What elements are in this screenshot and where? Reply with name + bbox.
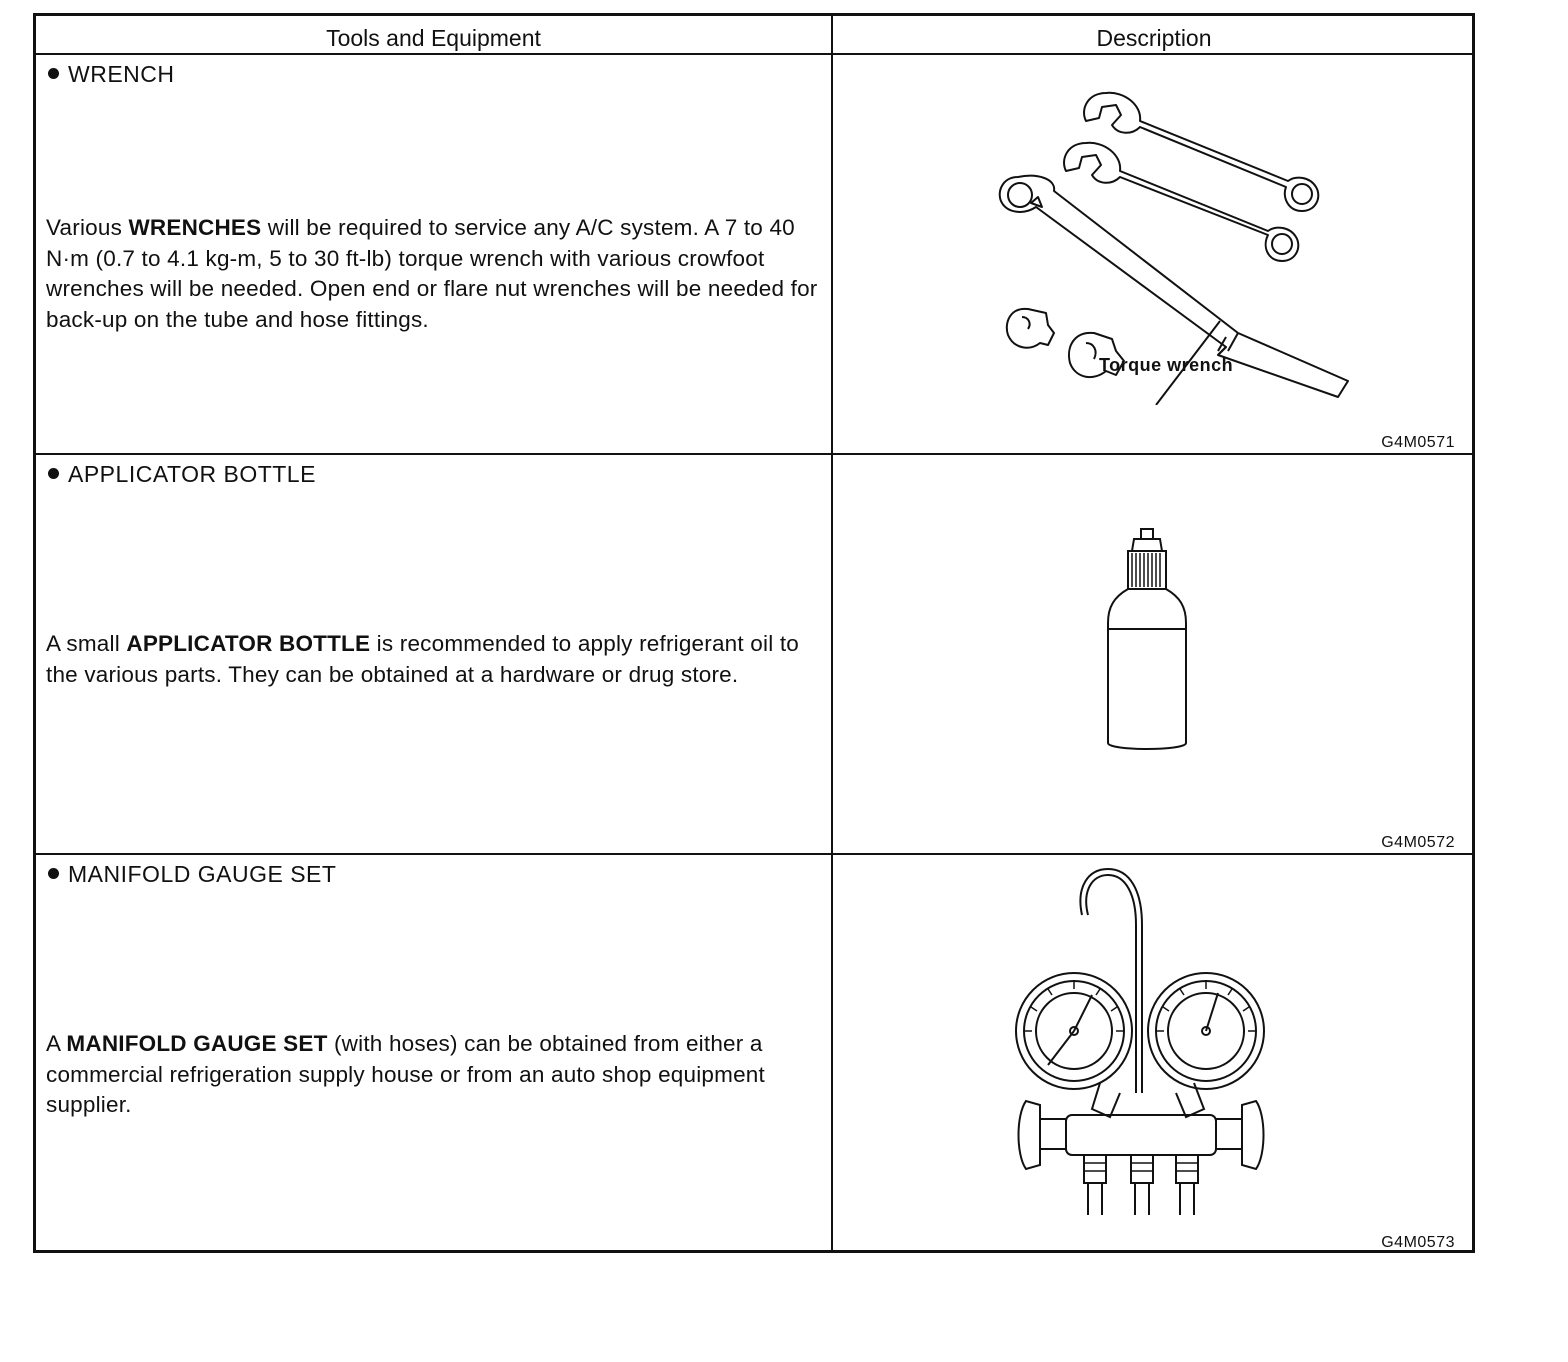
- tool-name-manifold-gauge-set: [48, 861, 336, 888]
- description-text: will be required to service any A/C system. A 7 to 40 N·m (0.7 to 4.1 kg-m, 5 to 30 ft-lb) torque wrench with various crowfoot wrenches will be needed. Open end or flare nut wrenches will be needed for back-up on the tube and hose fittings.: [46, 215, 818, 332]
- description-text: A small: [46, 631, 127, 656]
- description-bold: MANIFOLD GAUGE SET: [66, 1031, 328, 1056]
- figure-code: G4M0573: [1381, 1234, 1455, 1251]
- description-text: is recommended to apply refrigerant oil to the various parts. They can be obtained at a hardware or drug store.: [46, 631, 800, 687]
- table-row-applicator-bottle: [36, 455, 1472, 855]
- tool-name-label: MANIFOLD GAUGE SET: [68, 861, 337, 887]
- tool-name-label: APPLICATOR BOTTLE: [68, 461, 316, 487]
- tool-name-label: WRENCH: [68, 61, 175, 87]
- header-description: Description: [1096, 25, 1212, 51]
- description-bold: APPLICATOR BOTTLE: [126, 631, 371, 656]
- table-row-wrench: [36, 55, 1472, 455]
- tool-name-applicator-bottle: [48, 461, 316, 488]
- description-text: A: [46, 1031, 67, 1056]
- bullet-icon: [48, 468, 59, 479]
- bullet-icon: [48, 68, 59, 79]
- torque-wrench-label: Torque wrench: [1099, 355, 1234, 375]
- table-row-manifold-gauge-set: [36, 855, 1472, 1255]
- figure-code: G4M0572: [1381, 834, 1455, 851]
- bullet-icon: [48, 868, 59, 879]
- description-bold: WRENCHES: [128, 215, 262, 240]
- applicator-bottle-illustration: [1096, 525, 1196, 755]
- header-tools-and-equipment: Tools and Equipment: [326, 25, 541, 51]
- tool-name-wrench: [48, 61, 175, 88]
- tool-description-applicator-bottle: [46, 629, 831, 690]
- tool-description-wrench: [46, 213, 831, 335]
- tools-table: [33, 13, 1475, 1253]
- figure-code: G4M0571: [1381, 434, 1455, 451]
- description-text: (with hoses) can be obtained from either a commercial refrigeration supply house or from an auto shop equipment supplier.: [46, 1031, 765, 1117]
- tool-description-manifold-gauge-set: [46, 1029, 831, 1121]
- manifold-gauge-illustration: [996, 865, 1296, 1215]
- description-text: Various: [46, 215, 129, 240]
